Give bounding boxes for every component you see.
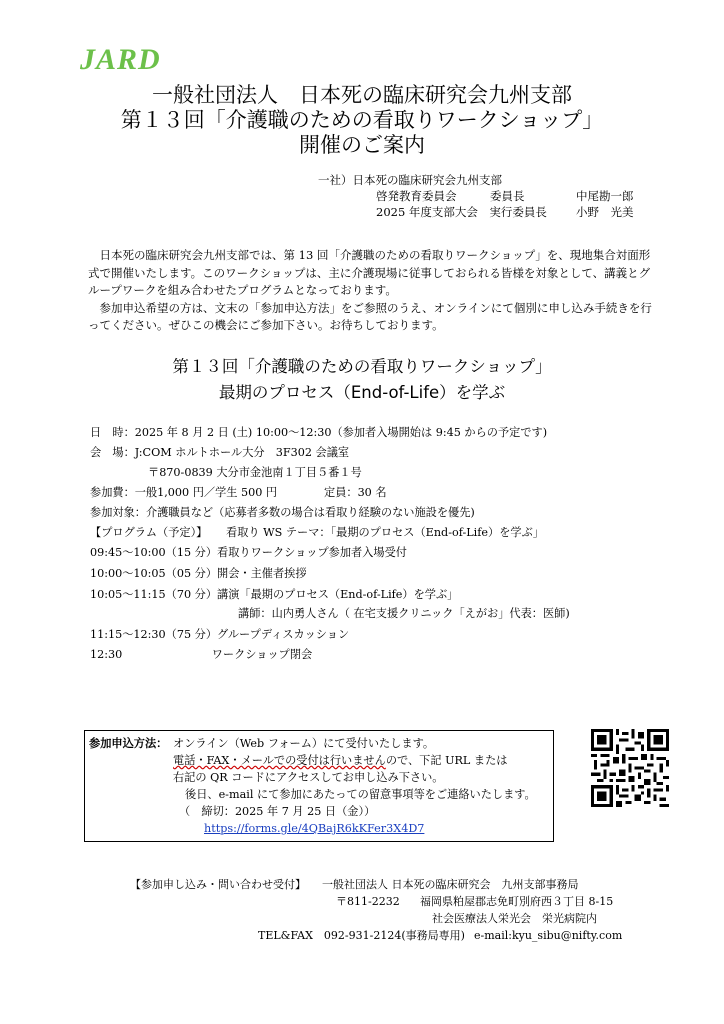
contact-postal: 〒811-2232 (336, 895, 400, 908)
schedule-item: 09:45～10:00（15 分）看取りワークショップ参加者入場受付 (90, 546, 407, 559)
apply-url-link[interactable]: https://forms.gle/4QBajR6kKFer3X4D7 (204, 822, 425, 835)
intro-paragraph-2: 参加申込希望の方は、文末の「参加申込方法」をご参照のうえ、オンラインにて個別に申し込み手続きを行ってください。ぜひこの機会にご参加下さい。お待ちしております。 (88, 300, 652, 332)
apply-warning-rest: ので、下記 URL または (385, 754, 508, 767)
detail-date: 日 時：2025 年 8 月 2 日 (土) 10:00～12:30（参加者入場開始は 9:45 からの予定です) (90, 426, 548, 439)
contact-label: 【参加申し込み・問い合わせ受付】 (130, 878, 306, 891)
apply-qr-note: 右記の QR コードにアクセスしてお申し込み下さい。 (173, 771, 444, 784)
sender-name-2: 小野 光美 (576, 205, 634, 219)
contact-office: 社会医療法人栄光会 栄光病院内 (432, 912, 597, 925)
apply-online: オンライン（Web フォーム）にて受付いたします。 (173, 737, 435, 750)
qr-code-icon[interactable] (591, 729, 669, 807)
detail-capacity: 定員：30 名 (324, 486, 387, 499)
sender-committee-2: 2025 年度支部大会 実行委員長 (376, 205, 547, 219)
program-label: 【プログラム（予定）】 (90, 526, 208, 539)
schedule-lecturer: 講師：山内勇人さん（ 在宅支援クリニック「えがお」代表：医師) (238, 607, 570, 620)
schedule-item: 12:30 ワークショップ閉会 (90, 648, 313, 661)
subtitle-event: 第１３回「介護職のための看取りワークショップ」 (172, 357, 552, 376)
apply-warning: 電話・FAX・メールでの受付は行いません (173, 754, 386, 767)
sender-committee: 啓発教育委員会 (376, 189, 457, 203)
apply-no-phone (173, 752, 507, 769)
header-organization: 一般社団法人 日本死の臨床研究会九州支部 (152, 83, 572, 107)
contact-email: e-mail:kyu_sibu@nifty.com (474, 929, 623, 942)
schedule-item: 10:05～11:15（70 分）講演「最期のプロセス（End-of-Life）を学ぶ」 (90, 588, 459, 601)
apply-email-note: 後日、e-mail にて参加にあたっての留意事項等をご連絡いたします。 (185, 788, 536, 801)
jard-logo: JARD (80, 43, 161, 76)
apply-label: 参加申込方法： (89, 736, 168, 750)
sender-role: 委員長 (490, 189, 525, 203)
detail-address: 〒870-0839 大分市金池南１丁目５番１号 (148, 466, 362, 479)
schedule-item: 10:00～10:05（05 分）開会・主催者挨拶 (90, 567, 307, 580)
detail-target: 参加対象：介護職員など（応募者多数の場合は看取り経験のない施設を優先) (90, 506, 475, 519)
header-event-title: 第１３回「介護職のための看取りワークショップ」 (120, 108, 604, 132)
detail-fee: 参加費：一般1,000 円／学生 500 円 (90, 486, 278, 499)
schedule-item: 11:15～12:30（75 分）グループディスカッション (90, 628, 350, 641)
subtitle-theme: 最期のプロセス（End-of-Life）を学ぶ (218, 383, 506, 402)
header-announcement: 開催のご案内 (299, 133, 425, 157)
application-box (84, 730, 554, 842)
contact-org: 一般社団法人 日本死の臨床研究会 九州支部事務局 (322, 878, 579, 891)
contact-address: 福岡県粕屋郡志免町別府西３丁目 8-15 (420, 895, 614, 908)
apply-deadline: （ 締切：2025 年 7 月 25 日（金）） (179, 805, 376, 818)
sender-org: 一社）日本死の臨床研究会九州支部 (318, 173, 502, 187)
sender-name-1: 中尾勘一郎 (576, 189, 634, 203)
program-theme: 看取り WS テーマ：「最期のプロセス（End-of-Life）を学ぶ」 (226, 526, 544, 539)
intro-text (88, 247, 656, 335)
intro-paragraph-1: 日本死の臨床研究会九州支部では、第 13 回「介護職のための看取りワークショップ」を、現地集合対面形式で開催いたします。このワークショップは、主に介護現場に従事しておられる皆様を対象として、講義とグループワークを組み合わせたプログラムとなっております。 (88, 248, 651, 297)
contact-tel: TEL&FAX 092-931-2124(事務局専用) (258, 929, 465, 942)
detail-venue: 会 場：J:COM ホルトホール大分 3F302 会議室 (90, 446, 350, 459)
